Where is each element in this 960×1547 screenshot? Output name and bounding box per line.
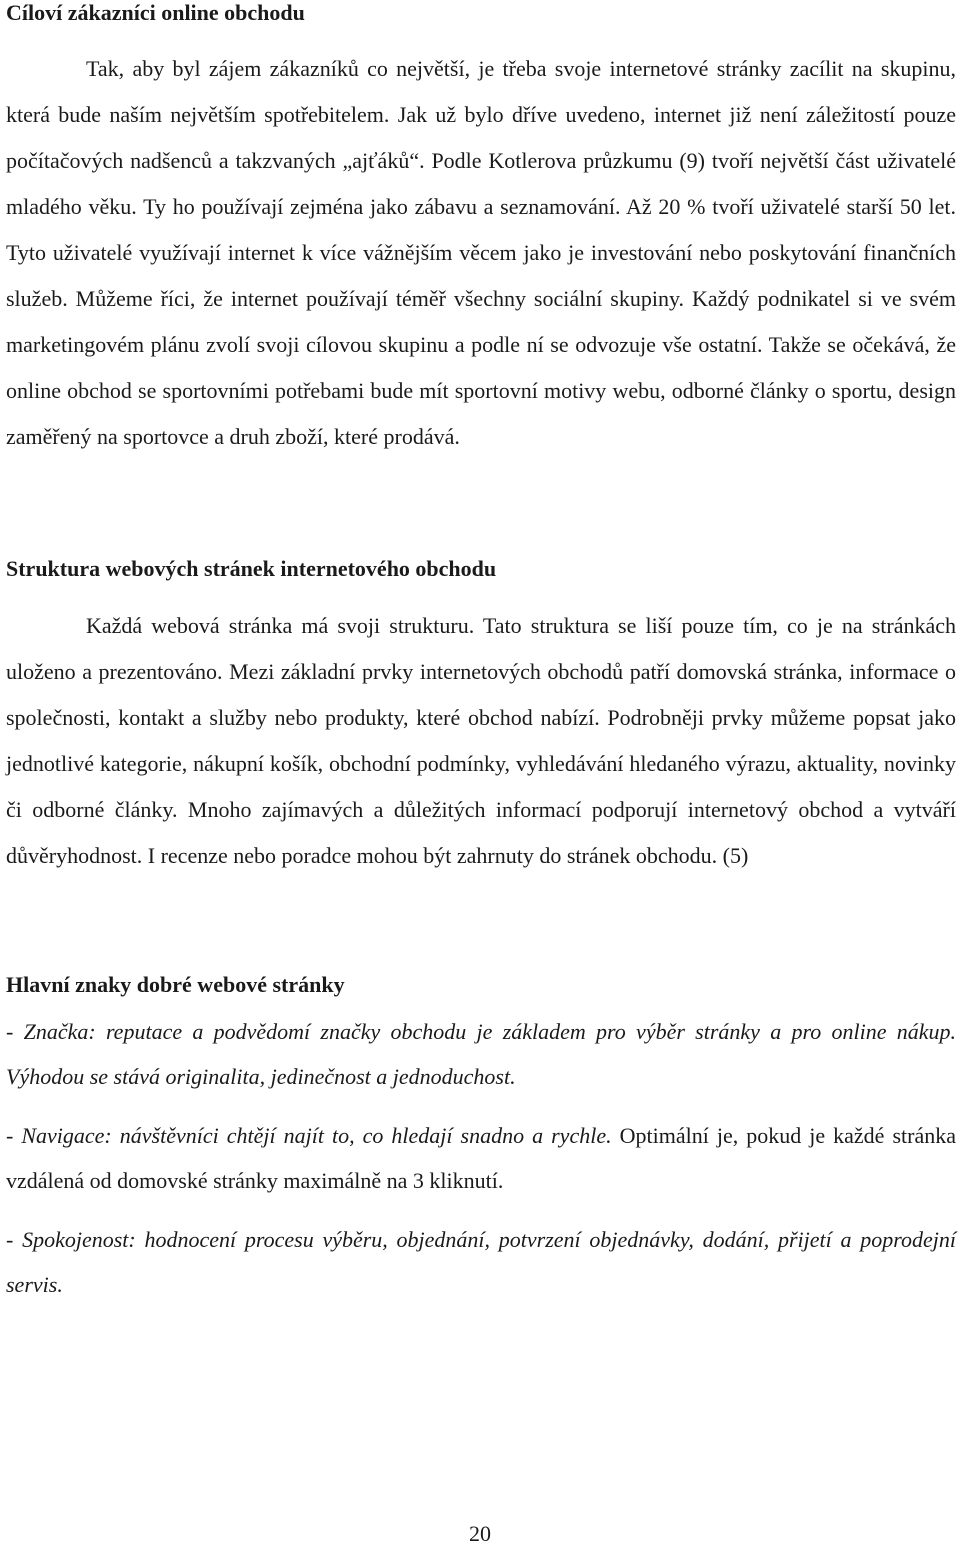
- section-title-good-website-features: Hlavní znaky dobré webové stránky: [6, 972, 345, 997]
- list-item-italic-text: - Navigace: návštěvníci chtějí najít to, co hledají snadno a rychle.: [6, 1123, 612, 1148]
- list-item-navigation: [6, 1113, 956, 1203]
- feature-list: [6, 1009, 956, 1307]
- list-item-satisfaction: [6, 1217, 956, 1307]
- document-page: [6, 0, 956, 1321]
- section-paragraph-target-customers: Tak, aby byl zájem zákazníků co největší, je třeba svoje internetové stránky zacílit na skupinu, která bude naším největším spotřebitelem. Jak už bylo dříve uvedeno, internet již není záležitostí pouze počítačových nadšenců a takzvaných „ajťáků“. Podle Kotlerova průzkumu (9) tvoří největší část uživatelé mladého věku. Ty ho používají zejména jako zábavu a seznamování. Až 20 % tvoří uživatelé starší 50 let. Tyto uživatelé využívají internet k více vážnějším věcem jako je investování nebo poskytování finančních služeb. Můžeme říci, že internet používají téměř všechny sociální skupiny. Každý podnikatel si ve svém marketingovém plánu zvolí svoji cílovou skupinu a podle ní se odvozuje vše ostatní. Takže se očekává, že online obchod se sportovními potřebami bude mít sportovní motivy webu, odborné články o sportu, design zaměřený na sportovce a druh zboží, které prodává.: [6, 56, 956, 449]
- page-number: 20: [469, 1521, 491, 1546]
- list-item-italic-text: - Spokojenost: hodnocení procesu výběru, objednání, potvrzení objednávky, dodání, přijetí a poprodejní servis.: [6, 1227, 956, 1297]
- section-title-web-structure: Struktura webových stránek internetového obchodu: [6, 556, 497, 581]
- section-paragraph-web-structure: Každá webová stránka má svoji strukturu. Tato struktura se liší pouze tím, co je na stránkách uloženo a prezentováno. Mezi základní prvky internetových obchodů patří domovská stránka, informace o společnosti, kontakt a služby nebo produkty, které obchod nabízí. Podrobněji prvky můžeme popsat jako jednotlivé kategorie, nákupní košík, obchodní podmínky, vyhledávání hledaného výrazu, aktuality, novinky či odborné články. Mnoho zajímavých a důležitých informací podporují internetový obchod a vytváří důvěryhodnost. I recenze nebo poradce mohou být zahrnuty do stránek obchodu. (5): [6, 613, 956, 868]
- section-title-target-customers: Cíloví zákazníci online obchodu: [6, 0, 305, 25]
- list-item-italic-text: - Značka: reputace a podvědomí značky obchodu je základem pro výběr stránky a pro online nákup. Výhodou se stává originalita, jedinečnost a jednoduchost.: [6, 1019, 956, 1089]
- list-item-text: Optimální je, pokud je každé stránka vzdálená od domovské stránky maximálně na 3 kliknutí.: [6, 1123, 956, 1193]
- list-item-brand: [6, 1009, 956, 1099]
